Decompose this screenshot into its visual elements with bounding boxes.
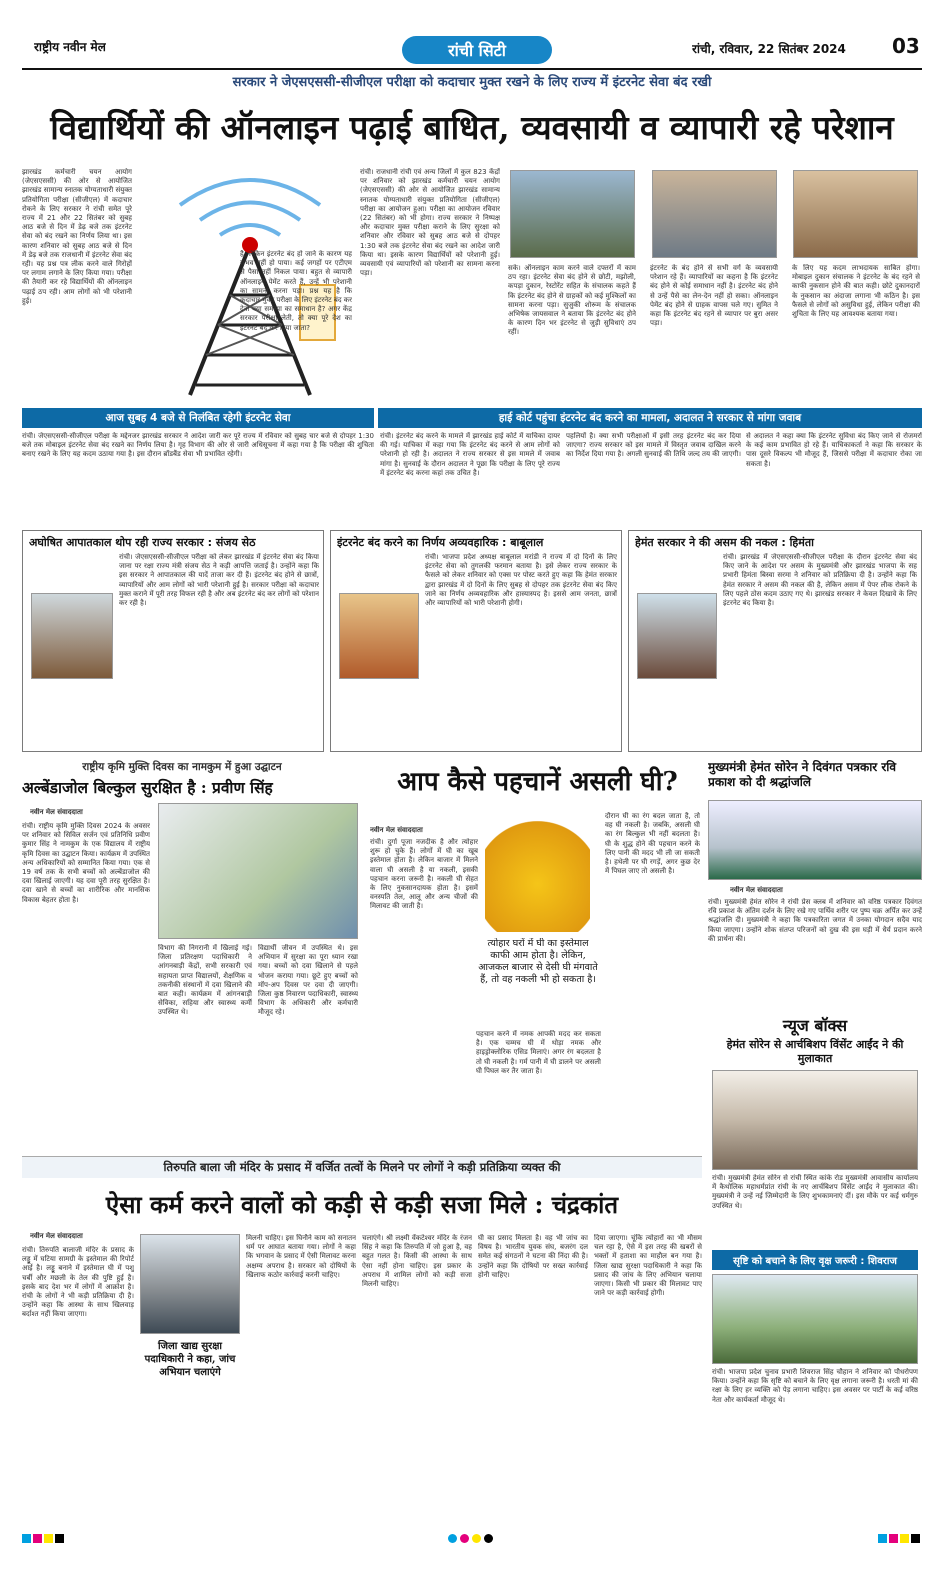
person-photo-1	[510, 170, 635, 258]
tribute-headline: मुख्यमंत्री हेमंत सोरेन ने दिवंगत पत्रकार रवि प्रकाश को दी श्रद्धांजलि	[708, 760, 897, 789]
subhead-left: आज सुबह 4 बजे से निलंबित रहेगी इंटरनेट सेवा	[105, 412, 291, 424]
ghee-col2: पहचान करने में नमक आपकी मदद कर सकता है। एक चम्मच घी में थोड़ा नमक और हाइड्रोक्लोरिक एसिड मिलाएं। अगर रंग बदलता है तो घी नकली है। गर्म पानी में घी डालने पर असली घी पिघल कर तैर जाता है।	[476, 1030, 601, 1075]
lead-col3: रांची। राजधानी रांची एवं अन्य जिलों में कुल 823 केंद्रों पर शनिवार को झारखंड कर्मचारी चयन आयोग (जेएसएससी) की ओर से आयोजित झारखंड सामान्य स्नातक योग्यताधारी संयुक्त प्रतियोगिता (सीजीएल) परीक्षा का आयोजन हुआ। परीक्षा का आयोजन रविवार (22 सितंबर) को भी होगा। राज्य सरकार ने निष्पक्ष और कदाचार मुक्त परीक्षा कराने के लिए सुरक्षा को शनिवार और रविवार को सुबह आठ बजे से दोपहर 1:30 बजे तक इंटरनेट सेवा बंद रखने का आदेश जारी किया था। इसके कारण विद्यार्थियों को परेशानी हुई। व्यवसायी एवं व्यापारियों को परेशानी का सामना करना पड़ा।	[360, 168, 500, 278]
opinion-text-3: रांची। झारखंड में जेएसएससी-सीजीएल परीक्षा के दौरान इंटरनेट सेवा बंद किए जाने के आदेश पर असम के मुख्यमंत्री और झारखंड भाजपा के सह प्रभारी हिमंता बिस्वा सरमा ने शनिवार को प्रतिक्रिया दी है। उन्होंने कहा कि हेमंत सरकार ने असम की नकल की है, लेकिन असम में पेपर लीक रोकने के लिए पहले ठोस कदम उठाए गए थे। झारखंड सरकार ने केवल दिखावे के लिए इंटरनेट बंद किया है।	[723, 553, 917, 608]
ghee-caption: त्योहार घरों में घी का इस्तेमाल काफी आम होता है। लेकिन, आजकल बाजार से देसी घी मंगवाते हैं, तो वह नकली भी हो सकता है।	[478, 938, 598, 985]
newsbox-photo-2	[712, 1274, 918, 1364]
person-photo-2	[652, 170, 777, 258]
lead-col1: झारखंड कर्मचारी चयन आयोग (जेएसएससी) की ओर से आयोजित झारखंड सामान्य स्नातक योग्यताधारी संयुक्त प्रतियोगिता परीक्षा (सीजीएल) में कदाचार रोकने के लिए सरकार ने रांची समेत पूरे राज्य में 21 और 22 सितंबर को सुबह आठ बजे से दिन में डेढ़ बजे तक इंटरनेट सेवा को बंद रखने का निर्णय लिया था। इस कारण शनिवार को सुबह आठ बजे से दिन में डेढ़ बजे तक राजधानी में इंटरनेट सेवा बंद रही। यह प्रश्न पत्र लीक करने वाले गिरोहों पर लगाम लगाने के लिए किया गया। परीक्षा की तैयारी कर रहे विद्यार्थियों की ऑनलाइन पढ़ाई ठप रही। आम लोगों को भी परेशानी हुई।	[22, 168, 132, 305]
ghee-photo	[485, 812, 590, 932]
newsbox-item-title: हेमंत सोरेन से आर्चबिशप विंसेंट आईंद ने की मुलाकात	[726, 1038, 904, 1065]
lead-below-far: से अदालत ने कहा क्या कि इंटरनेट सुविधा बंद किए जाने से रोजमर्रा के कई काम प्रभावित हो रहे हैं। याचिकाकर्ता ने कहा कि सरकार के पास दूसरे विकल्प भी मौजूद हैं, जिससे परीक्षा में कदाचार रोका जा सकता है।	[746, 432, 922, 468]
opinion-box-1	[22, 530, 324, 752]
lead-below-left: रांची। जेएसएससी-सीजीएल परीक्षा के मद्देनजर झारखंड सरकार ने आदेश जारी कर पूरे राज्य में रविवार को सुबह चार बजे से दोपहर 1:30 बजे तक मोबाइल इंटरनेट सेवा बंद रखने का निर्णय लिया है। गृह विभाग की ओर से जारी अधिसूचना में कहा गया है कि परीक्षा की शुचिता बनाए रखने के लिए यह कदम उठाया गया है। इस दौरान ब्रॉडबैंड सेवा भी प्रभावित रहेगी।	[22, 432, 374, 459]
dateline: रांची, रविवार, 22 सितंबर 2024	[692, 42, 846, 56]
ghee-byline: नवीन मेल संवाददाता	[370, 826, 423, 834]
lead-below-mid: रांची। इंटरनेट बंद करने के मामले में झारखंड हाई कोर्ट में याचिका दायर की गई। याचिका में कहा गया कि इंटरनेट बंद करने से आम लोगों को परेशानी हो रही है। अदालत ने राज्य सरकार से इस मामले में जवाब मांगा है। सुनवाई के दौरान अदालत ने पूछा कि परीक्षा के लिए पूरे राज्य में इंटरनेट बंद करना कहां तक उचित है।	[380, 432, 560, 477]
tirupati-headline: ऐसा कर्म करने वालों को कड़ी से कड़ी सजा मिले : चंद्रकांत	[105, 1190, 619, 1219]
section-title: रांची सिटी	[448, 41, 506, 60]
lead-col4: सके। ऑनलाइन काम करने वाले दफ्तरों में काम ठप रहा। इंटरनेट सेवा बंद होने से छोटी, मझोली, कपड़ा दुकान, रेस्टोरेंट सहित के संचालक कहते हैं कि इंटरनेट बंद होने से ग्राहकों को कई मुश्किलों का सामना करना पड़ा। सुजुकी शोरूम के संचालक अभिषेक जायसवाल ने बताया कि इंटरनेट बंद होने के कारण दिन भर इंटरनेट से जुड़ी सुविधाएं ठप रहीं।	[508, 264, 636, 337]
ghee-col3: दौरान घी का रंग बदल जाता है, तो वह घी नकली है। जबकि, असली घी का रंग बिल्कुल भी नहीं बदलता है। घी के शुद्ध होने की पहचान करने के लिए पानी की मदद भी ली जा सकती है। हथेली पर घी रगड़ें, अगर कुछ देर में पिघल जाए तो असली है।	[605, 812, 700, 876]
newsbox-title-text: न्यूज बॉक्स	[782, 1016, 848, 1035]
registration-strip	[22, 1530, 922, 1546]
opinion-title-1: अघोषित आपातकाल थोप रही राज्य सरकार : संजय सेठ	[29, 536, 256, 549]
newsbox-item2-title-text: सृष्टि को बचाने के लिए वृक्ष जरूरी : शिवराज	[733, 1256, 897, 1267]
tirupati-col4: घी का प्रसाद मिलता है। वह भी जांच का विषय है। भारतीय युवक संघ, बजरंग दल समेत कई संगठनों ने घटना की निंदा की है। उन्होंने कहा कि दोषियों पर सख्त कार्रवाई होनी चाहिए।	[478, 1234, 588, 1279]
tirupati-col3: चलाएंगे। श्री लक्ष्मी वेंकटेश्वर मंदिर के रंजन सिंह ने कहा कि तिरुपति में जो हुआ है, वह बहुत गलत है। किसी की आस्था के साथ ऐसा नहीं होना चाहिए। इस प्रकार के अपराध में शामिल लोगों को कड़ी सजा मिलनी चाहिए।	[362, 1234, 472, 1289]
lead-headline: विद्यार्थियों की ऑनलाइन पढ़ाई बाधित, व्यवसायी व व्यापारी रहे परेशान	[50, 108, 894, 147]
tirupati-col1: रांची। तिरुपति बालाजी मंदिर के प्रसाद के लड्डू में घटिया सामग्री के इस्तेमाल की रिपोर्ट आई है। लड्डू बनाने में इस्तेमाल घी में पशु चर्बी और मछली के तेल की पुष्टि हुई है। इसके बाद देश भर में लोगों में आक्रोश है। रांची के लोगों ने भी कड़ी प्रतिक्रिया दी है। उन्होंने कहा कि आस्था के साथ खिलवाड़ बर्दाश्त नहीं किया जाएगा।	[22, 1246, 134, 1319]
opinion-title-2: इंटरनेट बंद करने का निर्णय अव्यवहारिक : बाबूलाल	[337, 536, 544, 549]
ghee-col1: रांची। दुर्गा पूजा नजदीक है और त्योहार शुरू हो चुके हैं। लोगों में घी का खूब इस्तेमाल होता है। लेकिन बाजार में मिलने वाला घी असली है या नकली, इसकी पहचान करना जरूरी है। नकली घी सेहत के लिए नुकसानदायक होता है। इसमें वनस्पति तेल, आलू और अन्य चीजों की मिलावट की जाती है।	[370, 838, 478, 911]
subhead-bar-left	[22, 408, 374, 428]
newsbox-title	[708, 1014, 922, 1036]
lead-below-right: पहलियों है। क्या सभी परीक्षाओं में इसी तरह इंटरनेट बंद कर दिया जाएगा? राज्य सरकार को इस मामले में विस्तृत जवाब दाखिल करने का निर्देश दिया गया है। अगली सुनवाई की तिथि जल्द तय की जाएगी।	[566, 432, 741, 459]
newsbox-item-text: रांची। मुख्यमंत्री हेमंत सोरेन से रांची स्थित कांके रोड मुख्यमंत्री आवासीय कार्यालय में कैथोलिक महाधर्मप्रांत रांची के नए आर्चबिशप विंसेंट आईंद ने मुलाकात की। मुख्यमंत्री ने उन्हें नई जिम्मेदारी के लिए शुभकामनाएं दीं। इस मौके पर कई धर्मगुरु उपस्थित थे।	[712, 1174, 918, 1210]
kids-col3: विद्यार्थी जीवन में उपस्थित थे। इस अभियान में सुरक्षा का पूरा ध्यान रखा गया। बच्चों को दवा खिलाने से पहले भोजन कराया गया। छूटे हुए बच्चों को मॉप-अप दिवस पर दवा दी जाएगी। जिला कुष्ठ निवारण पदाधिकारी, स्वास्थ्य विभाग के अधिकारी और कर्मचारी मौजूद रहे।	[258, 944, 358, 1017]
kids-col1: रांची। राष्ट्रीय कृमि मुक्ति दिवस 2024 के अवसर पर शनिवार को सिविल सर्जन एवं प्रतिनिधि प्रवीण कुमार सिंह ने नामकुम के एक विद्यालय में राष्ट्रीय कृमि दिवस का उद्घाटन किया। कार्यक्रम में उपस्थित अन्य अधिकारियों को सम्मानित किया गया। एक से 19 वर्ष तक के सभी बच्चों को अल्बेंडाजोल की दवा खिलाई जाएगी। यह दवा पूरी तरह सुरक्षित है। दवा खाने से बच्चों का शारीरिक और मानसिक विकास बेहतर होता है।	[22, 822, 150, 904]
ghee-headline: आप कैसे पहचानें असली घी?	[397, 767, 678, 797]
lead-col5: इंटरनेट के बंद होने से सभी वर्ग के व्यवसायी परेशान रहे हैं। व्यापारियों का कहना है कि इंटरनेट बंद होने से कोई समाधान नहीं है। इंटरनेट बंद होने से उन्हें पैसे का लेन-देन नहीं हो सका। ऑनलाइन पेमेंट बंद होने से ग्राहक वापस चले गए। सुमित ने कहा कि इंटरनेट बंद रहने से व्यापार पर बुरा असर पड़ा।	[650, 264, 778, 328]
kids-col2: विभाग की निगरानी में खिलाई गई। जिला प्रतिरक्षण पदाधिकारी ने आंगनबाड़ी केंद्रों, सभी सरकारी एवं सहायता प्राप्त विद्यालयों, शैक्षणिक व तकनीकी संस्थानों में दवा खिलाने की बात कही। कार्यक्रम में आंगनबाड़ी सेविका, सहिया और स्वास्थ्य कर्मी उपस्थित थे।	[158, 944, 252, 1017]
kids-photo	[158, 803, 358, 939]
tribute-photo	[708, 800, 922, 880]
page-number: 03	[892, 34, 920, 58]
color-dots-center	[448, 1534, 496, 1543]
tirupati-col5: दिया जाएगा। चूंकि त्योहारों का भी मौसम चल रहा है, ऐसे में इस तरह की खबरों से भक्तों में हताशा का माहौल बन गया है। जिला खाद्य सुरक्षा पदाधिकारी ने कहा कि प्रसाद की जांच के लिए अभियान चलाया जाएगा। किसी भी प्रकार की मिलावट पाए जाने पर कड़ी कार्रवाई होगी।	[594, 1234, 702, 1298]
opinion-photo-1	[31, 593, 113, 679]
newsbox-item2-text: रांची। भाजपा प्रदेश चुनाव प्रभारी शिवराज सिंह चौहान ने शनिवार को पौधरोपण किया। उन्होंने कहा कि सृष्टि को बचाने के लिए वृक्ष लगाना जरूरी है। धरती मां की रक्षा के लिए हर व्यक्ति को पेड़ लगाना चाहिए। इस अवसर पर पार्टी के कई वरिष्ठ नेता और कार्यकर्ता मौजूद थे।	[712, 1368, 918, 1404]
tribute-text: रांची। मुख्यमंत्री हेमंत सोरेन ने रांची प्रेस क्लब में शनिवार को वरिष्ठ पत्रकार दिवंगत रवि प्रकाश के अंतिम दर्शन के लिए रखे गए पार्थिव शरीर पर पुष्प चक्र अर्पित कर उन्हें श्रद्धांजलि दी। मुख्यमंत्री ने कहा कि पत्रकारिता जगत में उनका योगदान सदैव याद किया जाएगा। उन्होंने शोक संतप्त परिजनों को दुख की इस घड़ी में धैर्य प्रदान करने की प्रार्थना की।	[708, 898, 922, 943]
lead-col6: के लिए यह कदम लाभदायक साबित होगा। मोबाइल दुकान संचालक ने इंटरनेट के बंद रहने से काफी नुकसान होने की बात कही। छोटे दुकानदारों के नुकसान का अंदाजा लगाना भी कठिन है। इस फैसले से लोगों को असुविधा हुई, लेकिन परीक्षा की शुचिता के लिए यह आवश्यक बताया गया।	[792, 264, 920, 319]
tirupati-kicker-bar	[22, 1156, 702, 1178]
section-badge	[402, 36, 552, 64]
color-bar-left	[22, 1534, 66, 1543]
opinion-box-2	[330, 530, 622, 752]
opinion-box-3	[628, 530, 922, 752]
opinion-photo-3	[637, 593, 717, 679]
opinion-text-2: रांची। भाजपा प्रदेश अध्यक्ष बाबूलाल मरांडी ने राज्य में दो दिनों के लिए इंटरनेट सेवा को तुगलकी फरमान बताया है। इसे लेकर राज्य सरकार के फैसले को लेकर शनिवार को एक्स पर पोस्ट करते हुए कहा कि हेमंत सरकार द्वारा झारखंड में दो दिनों के लिए सुबह से दोपहर तक इंटरनेट सेवा बंद किए जाने का निर्णय अव्यवहारिक और हास्यास्पद है। इससे आम जनता, छात्रों और व्यापारियों को भारी परेशानी होगी।	[425, 553, 617, 608]
subhead-bar-right	[378, 408, 922, 428]
opinion-text-1: रांची। जेएसएससी-सीजीएल परीक्षा को लेकर झारखंड में इंटरनेट सेवा बंद किया जाना पर रक्षा राज्य मंत्री संजय सेठ ने कड़ी आपत्ति जताई है। उन्होंने कहा कि इस सरकार ने आपातकाल की यादें ताजा कर दी हैं। इंटरनेट बंद होने से छात्रों, व्यापारियों और आम लोगों को भारी परेशानी हुई है। सरकार परीक्षा को कदाचार मुक्त कराने में पूरी तरह विफल रही है और अब इंटरनेट बंद कर लोगों को परेशान कर रही है।	[119, 553, 319, 608]
tirupati-photo-caption: जिला खाद्य सुरक्षा पदाधिकारी ने कहा, जांच अभियान चलाएंगे	[144, 1341, 236, 1378]
masthead	[22, 30, 922, 70]
tirupati-photo	[140, 1234, 240, 1334]
tirupati-kicker: तिरुपति बाला जी मंदिर के प्रसाद में वर्जित तत्वों के मिलने पर लोगों ने कड़ी प्रतिक्रिया व्यक्त की	[163, 1160, 561, 1174]
opinion-photo-2	[339, 593, 419, 679]
person-photo-3	[793, 170, 918, 258]
color-bar-right	[878, 1534, 922, 1543]
lead-kicker: सरकार ने जेएसएससी-सीजीएल परीक्षा को कदाचार मुक्त रखने के लिए राज्य में इंटरनेट सेवा बंद रखी	[232, 75, 712, 90]
tribute-byline: नवीन मेल संवाददाता	[730, 886, 783, 894]
newsbox-photo	[712, 1070, 918, 1170]
opinion-title-3: हेमंत सरकार ने की असम की नकल : हिमंता	[635, 536, 814, 549]
subhead-right: हाई कोर्ट पहुंचा इंटरनेट बंद करने का मामला, अदालत ने सरकार से मांगा जवाब	[498, 412, 802, 424]
tirupati-byline: नवीन मेल संवाददाता	[30, 1232, 83, 1240]
kids-byline: नवीन मेल संवाददाता	[30, 808, 83, 816]
kids-kicker: राष्ट्रीय कृमि मुक्ति दिवस का नामकुम में हुआ उद्घाटन	[82, 761, 282, 773]
kids-headline: अल्बेंडाजोल बिल्कुल सुरक्षित है : प्रवीण सिंह	[22, 778, 273, 797]
tirupati-col2: मिलनी चाहिए। इस घिनौने काम को सनातन धर्म पर आघात बताया गया। लोगों ने कहा कि भगवान के प्रसाद में ऐसी मिलावट करना अक्षम्य अपराध है। सरकार को दोषियों के खिलाफ कठोर कार्रवाई करनी चाहिए।	[246, 1234, 356, 1279]
newsbox-item2-title	[712, 1250, 918, 1270]
lead-col2: है, लेकिन इंटरनेट बंद हो जाने के कारण यह संभव नहीं हो पाया। कई जगहों पर एटीएम से पैसा नहीं निकल पाया। बहुत से व्यापारी ऑनलाइन पेमेंट करते हैं, उन्हें भी परेशानी का सामना करना पड़ा। प्रश्न यह है कि कदाचार मुक्त परीक्षा के लिए इंटरनेट बंद कर देना क्या समस्या का समाधान है? अगर केंद्र सरकार परीक्षा लेती, तो क्या पूरे देश का इंटरनेट बंद कर दिया जाता?	[240, 250, 352, 332]
brand-logo: राष्ट्रीय नवीन मेल	[34, 40, 106, 54]
